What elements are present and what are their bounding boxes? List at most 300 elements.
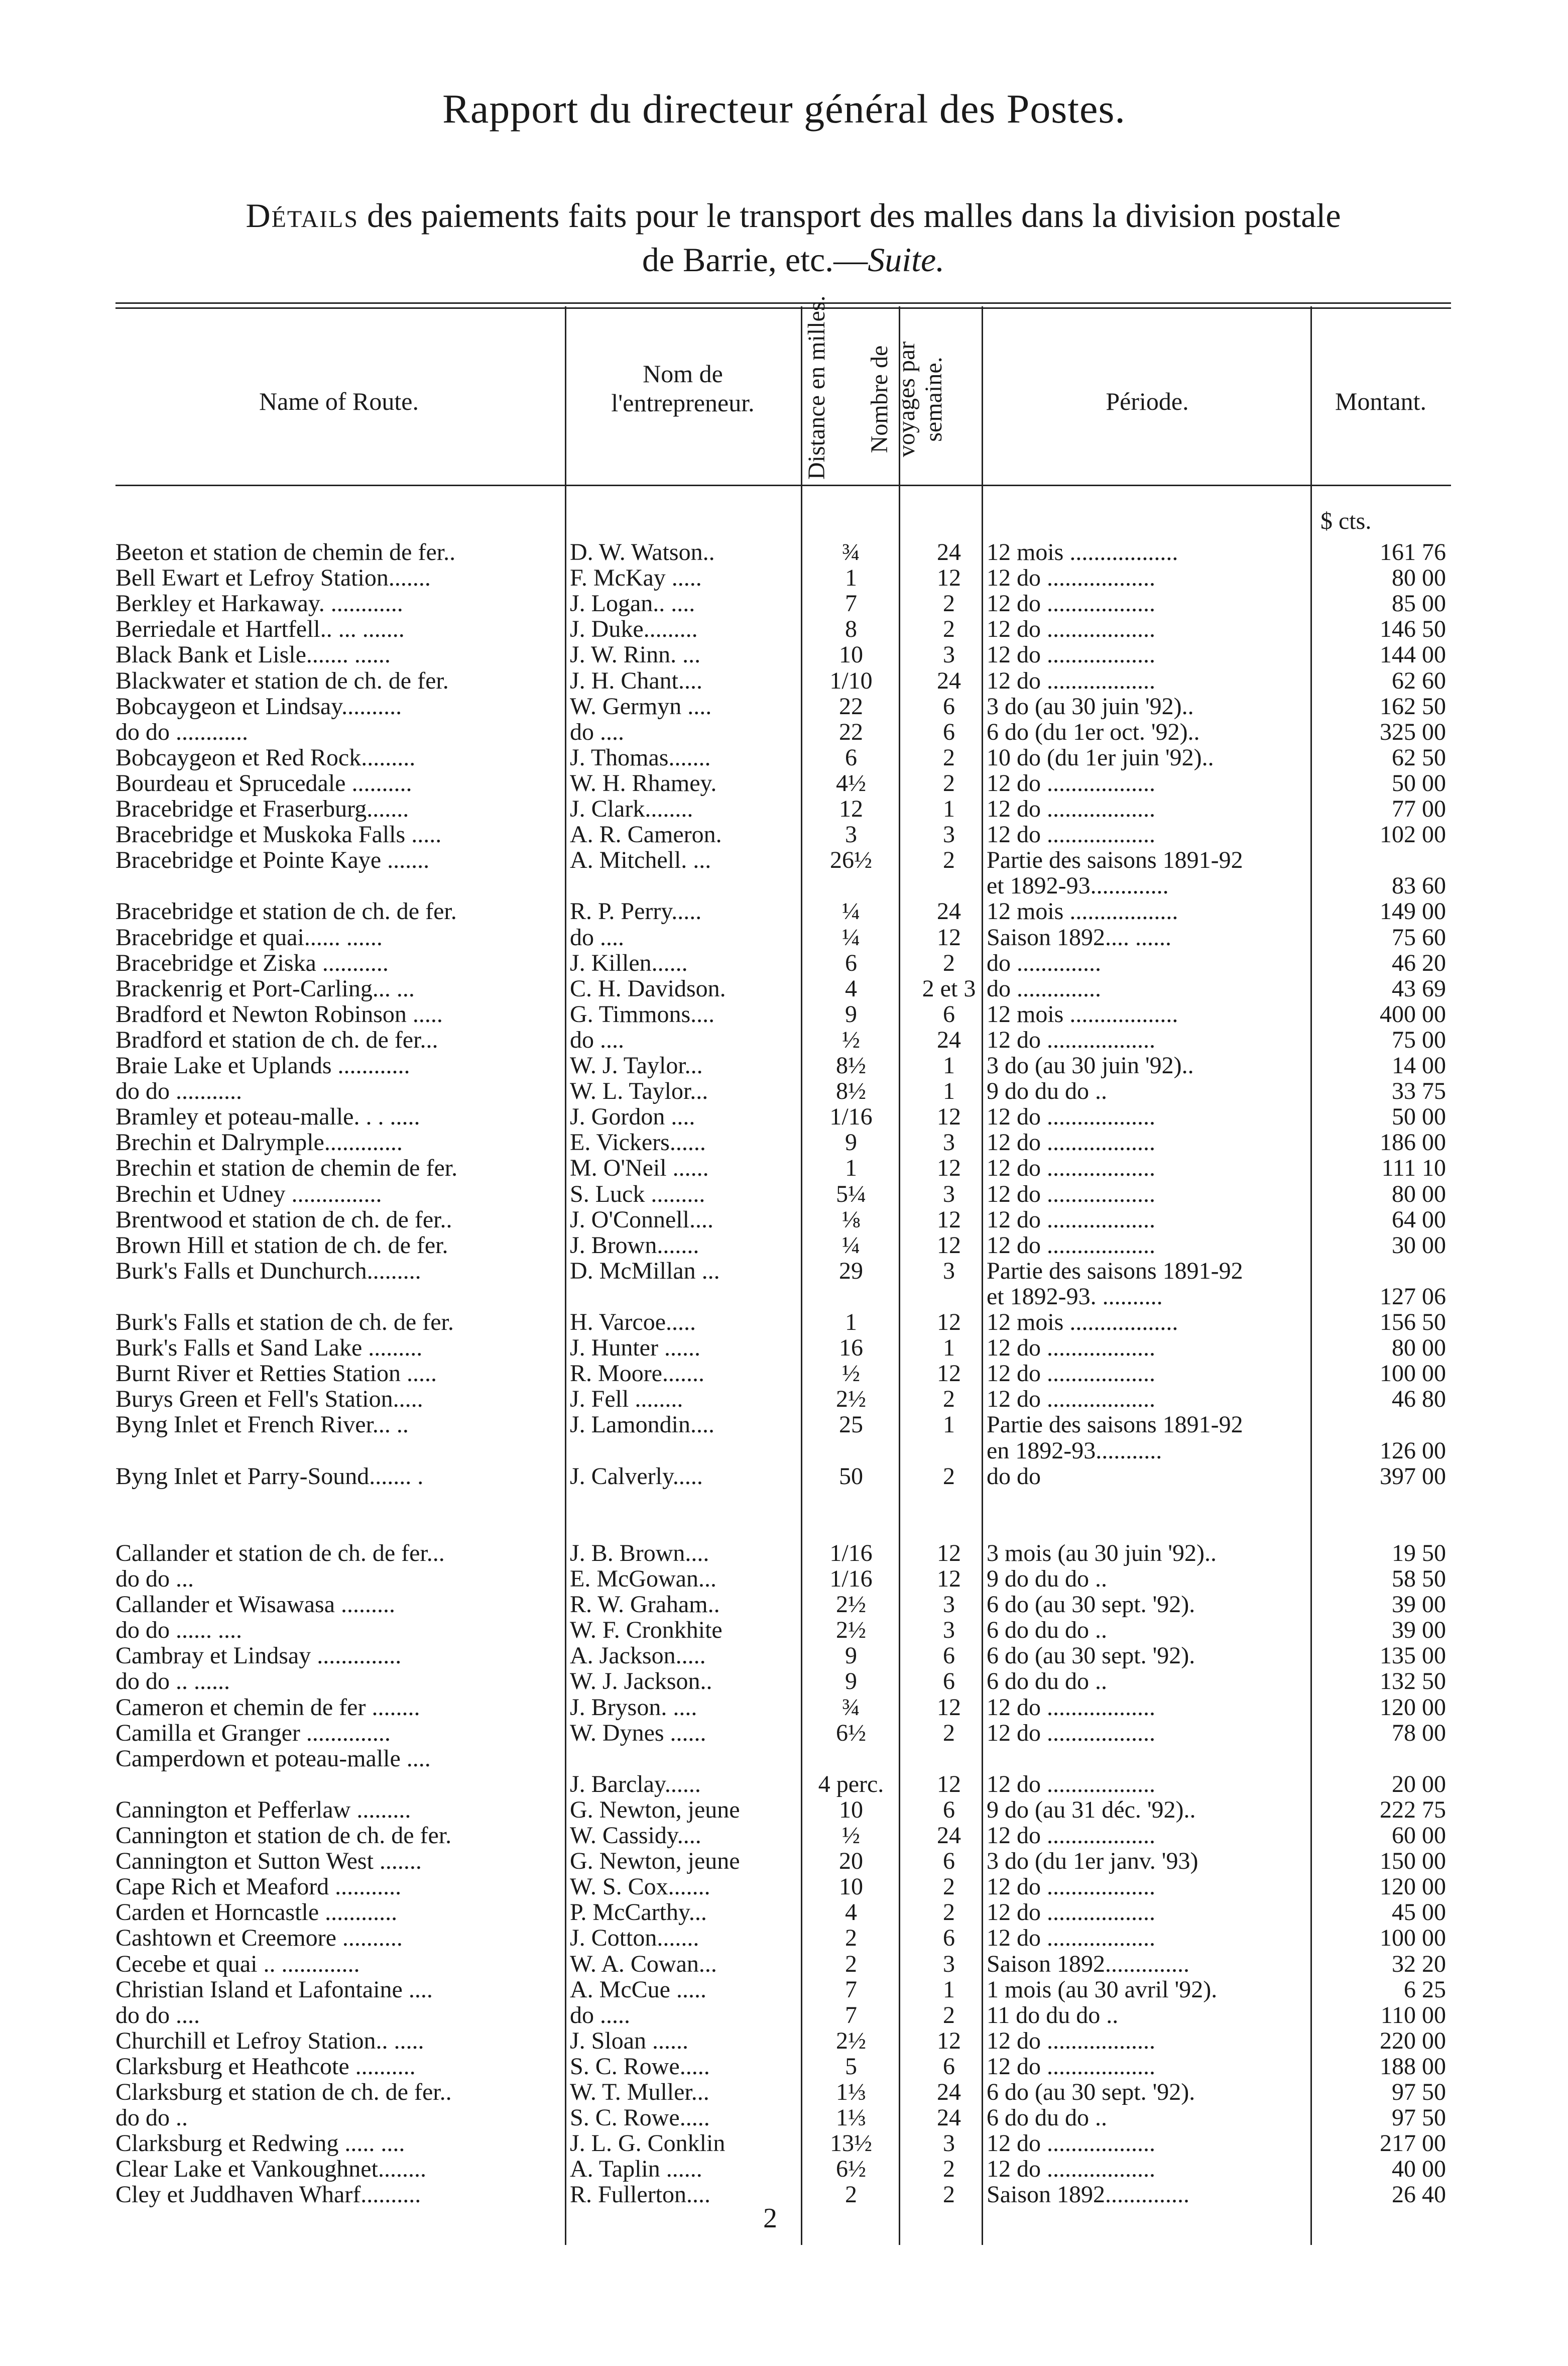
distance-cell: 1/10 [829,668,873,694]
table-row [115,1797,1451,1823]
amount-cell: 26 40 [1392,2182,1446,2208]
caption-line2: de Barrie, etc.— [642,241,868,279]
table-row [115,591,1451,616]
distance-cell: 2½ [836,1592,866,1618]
voyages-cell: 6 [943,1926,955,1951]
entrepreneur-cell: W. T. Muller... [570,2080,709,2105]
route-cell: Byng Inlet et Parry-Sound....... . [115,1463,424,1489]
period-cell: 12 do .................. [987,1823,1155,1848]
amount-cell: 77 00 [1392,797,1446,822]
period-cell: 6 do du do .. [987,1669,1107,1695]
amount-cell: 111 10 [1381,1156,1446,1181]
amount-cell: 217 00 [1380,2131,1446,2157]
distance-cell: 1 [845,566,857,591]
entrepreneur-cell: R. Moore....... [570,1361,704,1387]
distance-cell: 20 [839,1849,863,1874]
entrepreneur-cell: J. W. Rinn. ... [570,642,701,668]
amount-cell: 46 20 [1392,950,1446,976]
table-row [115,2080,1451,2105]
table-top-rule [115,302,1451,304]
table-row [115,1104,1451,1130]
period-cell: 12 mois .................. [987,899,1178,925]
period-cell: 6 do (au 30 sept. '92). [987,1592,1195,1618]
entrepreneur-cell: C. H. Davidson. [570,976,726,1001]
distance-cell: ¾ [842,540,860,565]
amount-cell: 186 00 [1380,1130,1446,1156]
voyages-cell: 1 [943,1079,955,1104]
table-row [115,1335,1451,1361]
distance-cell: ½ [842,1361,860,1387]
table-row [115,1592,1451,1617]
entrepreneur-cell: G. Newton, jeune [570,1797,740,1823]
distance-cell: 26½ [830,848,872,873]
route-cell: Camilla et Granger .............. [115,1720,391,1746]
table-row [115,1053,1451,1078]
amount-cell: 146 50 [1380,617,1446,642]
table-row [115,1259,1451,1284]
period-cell: et 1892-93............. [987,873,1169,899]
voyages-cell: 2 [943,1900,955,1926]
period-cell: 12 mois .................. [987,540,1178,565]
entrepreneur-cell: W. F. Cronkhite [570,1618,722,1643]
table-row [115,822,1451,847]
voyages-cell: 12 [937,1361,961,1387]
entrepreneur-cell: J. O'Connell.... [570,1207,713,1232]
distance-cell: 9 [845,1669,857,1695]
table-row [115,1772,1451,1797]
distance-cell: 2 [845,1926,857,1951]
col-header-voyages: Nombre de voyages par semaine. [866,341,947,458]
period-cell: 12 do .................. [987,1104,1155,1130]
period-cell: 9 do (au 31 déc. '92).. [987,1797,1196,1823]
table-row [115,899,1451,924]
voyages-cell: 2 [943,2002,955,2028]
amount-cell: 39 00 [1392,1618,1446,1643]
table-caption [115,193,1471,282]
entrepreneur-cell: J. Fell ........ [570,1387,683,1412]
amount-cell: 32 20 [1392,1951,1446,1977]
table-row [115,1618,1451,1643]
table-row [115,1361,1451,1386]
amount-cell: 6 25 [1404,1977,1446,2002]
route-cell: Blackwater et station de ch. de fer. [115,668,449,694]
voyages-cell: 3 [943,1592,955,1618]
table-row [115,668,1451,694]
period-cell: 12 do .................. [987,1335,1155,1361]
period-cell: Partie des saisons 1891-92 [987,1412,1243,1438]
period-cell: 12 do .................. [987,1156,1155,1181]
table-row [115,1207,1451,1232]
distance-cell: ¼ [842,925,860,950]
entrepreneur-cell: W. H. Rhamey. [570,770,717,796]
amount-cell: 126 00 [1380,1438,1446,1463]
route-cell: Cambray et Lindsay .............. [115,1643,402,1669]
voyages-cell: 1 [943,1977,955,2002]
table-row [115,951,1451,976]
amount-cell: 43 69 [1392,976,1446,1001]
distance-cell: 8½ [836,1053,866,1078]
amount-cell: 102 00 [1380,822,1446,848]
period-cell: 6 do du do .. [987,2105,1107,2131]
route-cell: Bell Ewart et Lefroy Station....... [115,566,431,591]
table-row [115,1900,1451,1925]
entrepreneur-cell: J. Logan.. .... [570,591,695,617]
amount-cell: 85 00 [1392,591,1446,617]
entrepreneur-cell: J. Bryson. .... [570,1695,697,1720]
amount-cell: 78 00 [1392,1720,1446,1746]
amount-cell: 58 50 [1392,1566,1446,1592]
route-cell: Bracebridge et station de ch. de fer. [115,899,457,925]
distance-cell: 8 [845,617,857,642]
period-cell: 12 do .................. [987,1232,1155,1258]
route-cell: do do .. ...... [115,1669,230,1695]
entrepreneur-cell: J. Thomas....... [570,745,711,770]
route-cell: Bobcaygeon et Lindsay.......... [115,694,402,719]
distance-cell: 6½ [836,1720,866,1746]
voyages-cell: 12 [937,1540,961,1566]
period-cell: 6 do (au 30 sept. '92). [987,2080,1195,2105]
route-cell: Bracebridge et Pointe Kaye ....... [115,848,430,873]
distance-cell: 1⅓ [836,2105,866,2131]
distance-cell: ¾ [842,1695,860,1720]
table-row [115,1284,1451,1309]
amount-cell: 62 60 [1392,668,1446,694]
distance-cell: 2 [845,1951,857,1977]
page-number: 2 [763,2203,777,2234]
voyages-cell: 2 [943,2157,955,2182]
table-row [115,771,1451,796]
entrepreneur-cell: S. C. Rowe..... [570,2054,710,2079]
distance-cell: 2½ [836,1387,866,1412]
distance-cell: 5¼ [836,1181,866,1207]
table-row [115,1079,1451,1104]
running-title: Rapport du directeur général des Postes. [442,86,1126,132]
voyages-cell: 1 [943,1053,955,1078]
voyages-cell: 12 [937,1104,961,1130]
distance-cell: 50 [839,1463,863,1489]
voyages-cell: 24 [937,1027,961,1053]
amount-cell: 40 00 [1392,2157,1446,2182]
period-cell: Partie des saisons 1891-92 [987,848,1243,873]
period-cell: 3 do (au 30 juin '92).. [987,694,1194,719]
period-cell: 3 do (du 1er janv. '93) [987,1849,1198,1874]
amount-cell: 20 00 [1392,1771,1446,1797]
col-header-route: Name of Route. [259,387,419,415]
amount-unit: $ cts. [1320,508,1372,534]
table-row [115,1669,1451,1694]
table-row [115,797,1451,822]
table-row [115,2003,1451,2028]
table-row [115,540,1451,565]
route-cell: do do ........... [115,1079,242,1104]
amount-cell: 45 00 [1392,1900,1446,1926]
period-cell: 12 do .................. [987,1771,1155,1797]
distance-cell: 6 [845,950,857,976]
route-cell: Burk's Falls et station de ch. de fer. [115,1310,454,1335]
table-row [115,2157,1451,2182]
voyages-cell: 12 [937,1771,961,1797]
voyages-cell: 2 [943,1720,955,1746]
distance-cell: 22 [839,694,863,719]
amount-cell: 80 00 [1392,566,1446,591]
distance-cell: ½ [842,1027,860,1053]
period-cell: 12 do .................. [987,1027,1155,1053]
distance-cell: 3 [845,822,857,848]
entrepreneur-cell: F. McKay ..... [570,566,702,591]
period-cell: 12 do .................. [987,2054,1155,2079]
entrepreneur-cell: A. R. Cameron. [570,822,722,848]
route-cell: Burk's Falls et Sand Lake ......... [115,1335,423,1361]
voyages-cell: 6 [943,694,955,719]
period-cell: 9 do du do .. [987,1079,1107,1104]
period-cell: 6 do (au 30 sept. '92). [987,1643,1195,1669]
period-cell: 12 do .................. [987,1874,1155,1900]
route-cell: Cashtown et Creemore .......... [115,1926,403,1951]
amount-cell: 39 00 [1392,1592,1446,1618]
amount-cell: 62 50 [1392,745,1446,770]
distance-cell: 4 [845,1900,857,1926]
entrepreneur-cell: J. Lamondin.... [570,1412,714,1438]
route-cell: Berriedale et Hartfell.. ... ....... [115,617,405,642]
entrepreneur-cell: J. Sloan ...... [570,2028,689,2054]
table-row [115,976,1451,1001]
route-cell: do do .... [115,2002,200,2028]
route-cell: Bradford et Newton Robinson ..... [115,1001,443,1027]
period-cell: Saison 1892.............. [987,2182,1190,2208]
route-cell: Burys Green et Fell's Station..... [115,1387,423,1412]
period-cell: Saison 1892.............. [987,1951,1190,1977]
entrepreneur-cell: do ..... [570,2002,630,2028]
table-row [115,1926,1451,1951]
route-cell: Berkley et Harkaway. ............ [115,591,403,617]
route-cell: do do ...... .... [115,1618,242,1643]
route-cell: Black Bank et Lisle....... ...... [115,642,391,668]
amount-cell: 110 00 [1380,2002,1446,2028]
table-row [115,1541,1451,1566]
distance-cell: 7 [845,591,857,617]
route-cell: Cannington et Sutton West ....... [115,1849,422,1874]
table-row [115,1977,1451,2002]
table-row [115,2029,1451,2054]
caption-text: des paiements faits pour le transport des malles dans la division postale [358,196,1341,235]
col-header-montant: Montant. [1335,387,1426,415]
route-cell: do do ............ [115,719,248,745]
period-cell: 12 do .................. [987,1361,1155,1387]
distance-cell: 13½ [830,2131,872,2157]
route-cell: Bramley et poteau-malle. . . ..... [115,1104,420,1130]
voyages-cell: 24 [937,540,961,565]
amount-cell: 19 50 [1392,1540,1446,1566]
entrepreneur-cell: W. Dynes ...... [570,1720,706,1746]
distance-cell: 1 [845,1310,857,1335]
period-cell: 12 do .................. [987,617,1155,642]
voyages-cell: 2 [943,617,955,642]
amount-cell: 325 00 [1380,719,1446,745]
distance-cell: ¼ [842,1232,860,1258]
entrepreneur-cell: J. Clark........ [570,797,693,822]
period-cell: 12 do .................. [987,770,1155,796]
entrepreneur-cell: W. J. Jackson.. [570,1669,712,1695]
route-cell: Brechin et Dalrymple............. [115,1130,403,1156]
entrepreneur-cell: R. W. Graham.. [570,1592,720,1618]
period-cell: 11 do du do .. [987,2002,1119,2028]
table-row [115,1566,1451,1592]
period-cell: 3 mois (au 30 juin '92).. [987,1540,1217,1566]
entrepreneur-cell: A. Jackson..... [570,1643,706,1669]
route-cell: Callander et Wisawasa ......... [115,1592,396,1618]
entrepreneur-cell: W. S. Cox....... [570,1874,710,1900]
voyages-cell: 6 [943,1797,955,1823]
voyages-cell: 24 [937,1823,961,1848]
voyages-cell: 2 [943,848,955,873]
route-cell: Camperdown et poteau-malle .... [115,1746,431,1771]
table-row [115,1387,1451,1412]
amount-cell: 132 50 [1380,1669,1446,1695]
period-cell: en 1892-93........... [987,1438,1162,1463]
route-cell: Carden et Horncastle ............ [115,1900,398,1926]
route-cell: Brechin et station de chemin de fer. [115,1156,458,1181]
entrepreneur-cell: do .... [570,719,624,745]
voyages-cell: 6 [943,719,955,745]
col-header-distance: Distance en milles. [803,295,830,480]
voyages-cell: 1 [943,1412,955,1438]
entrepreneur-cell: J. Cotton....... [570,1926,699,1951]
entrepreneur-cell: W. Germyn .... [570,694,712,719]
voyages-cell: 24 [937,2080,961,2105]
table-row [115,1874,1451,1899]
voyages-cell: 2 [943,1463,955,1489]
table-row [115,1952,1451,1977]
table-row [115,617,1451,642]
amount-cell: 80 00 [1392,1335,1446,1361]
voyages-cell: 2 [943,950,955,976]
distance-cell: 4½ [836,770,866,796]
period-cell: 12 do .................. [987,1181,1155,1207]
table-row [115,745,1451,770]
distance-cell: 8½ [836,1079,866,1104]
route-cell: Brown Hill et station de ch. de fer. [115,1232,448,1258]
voyages-cell: 2 [943,591,955,617]
voyages-cell: 12 [937,1566,961,1592]
voyages-cell: 3 [943,1181,955,1207]
amount-cell: 222 75 [1380,1797,1446,1823]
entrepreneur-cell: D. McMillan ... [570,1258,720,1284]
table-row [115,2105,1451,2130]
amount-cell: 149 00 [1380,899,1446,925]
route-cell: Bracebridge et Muskoka Falls ..... [115,822,442,848]
distance-cell: 9 [845,1001,857,1027]
table-row [115,2131,1451,2156]
entrepreneur-cell: J. Calverly..... [570,1463,703,1489]
route-cell: Callander et station de ch. de fer... [115,1540,445,1566]
distance-cell: 2½ [836,2028,866,2054]
voyages-cell: 3 [943,822,955,848]
period-cell: 12 do .................. [987,1926,1155,1951]
voyages-cell: 12 [937,1232,961,1258]
amount-cell: 30 00 [1392,1232,1446,1258]
entrepreneur-cell: G. Timmons.... [570,1001,715,1027]
period-cell: 9 do du do .. [987,1566,1107,1592]
entrepreneur-cell: S. Luck ......... [570,1181,705,1207]
entrepreneur-cell: M. O'Neil ...... [570,1156,709,1181]
distance-cell: ⅛ [842,1207,860,1232]
distance-cell: 4 perc. [818,1771,884,1797]
period-cell: 12 do .................. [987,822,1155,848]
amount-cell: 100 00 [1380,1361,1446,1387]
period-cell: 12 do .................. [987,797,1155,822]
amount-cell: 161 76 [1380,540,1446,565]
entrepreneur-cell: E. Vickers...... [570,1130,706,1156]
amount-cell: 162 50 [1380,694,1446,719]
header-bottom-rule [115,485,1451,486]
period-cell: 12 do .................. [987,668,1155,694]
entrepreneur-cell: P. McCarthy... [570,1900,707,1926]
voyages-cell: 2 [943,745,955,770]
distance-cell: 10 [839,642,863,668]
entrepreneur-cell: W. Cassidy.... [570,1823,701,1848]
amount-cell: 400 00 [1380,1001,1446,1027]
voyages-cell: 6 [943,1643,955,1669]
voyages-cell: 12 [937,925,961,950]
distance-cell: 5 [845,2054,857,2079]
table-row [115,1515,1451,1540]
distance-cell: 4 [845,976,857,1001]
period-cell: et 1892-93. .......... [987,1284,1163,1309]
table-row [115,1412,1451,1437]
route-cell: Cape Rich et Meaford ........... [115,1874,402,1900]
distance-cell: 7 [845,1977,857,2002]
caption-lead: Détails [246,196,359,235]
table-row [115,1182,1451,1207]
period-cell: 10 do (du 1er juin '92).. [987,745,1214,770]
entrepreneur-cell: W. L. Taylor... [570,1079,708,1104]
route-cell: Christian Island et Lafontaine .... [115,1977,433,2002]
amount-cell: 75 60 [1392,925,1446,950]
route-cell: Cley et Juddhaven Wharf.......... [115,2182,421,2208]
period-cell: 12 do .................. [987,1130,1155,1156]
table-row [115,873,1451,898]
period-cell: do do [987,1463,1041,1489]
table-top-rule-2 [115,307,1451,309]
table-row [115,1695,1451,1720]
col-header-periode: Période. [1106,387,1189,415]
voyages-cell: 2 [943,770,955,796]
voyages-cell: 12 [937,2028,961,2054]
table-row [115,1823,1451,1848]
amount-cell: 97 50 [1392,2080,1446,2105]
entrepreneur-cell: W. A. Cowan... [570,1951,717,1977]
voyages-cell: 2 [943,1387,955,1412]
table-row [115,1746,1451,1771]
distance-cell: 6 [845,745,857,770]
entrepreneur-cell: J. H. Chant.... [570,668,702,694]
amount-cell: 127 06 [1380,1284,1446,1309]
amount-cell: 75 00 [1392,1027,1446,1053]
distance-cell: 7 [845,2002,857,2028]
route-cell: Bobcaygeon et Red Rock......... [115,745,416,770]
table-row [115,566,1451,591]
table-row [115,1002,1451,1027]
table-row [115,1233,1451,1258]
entrepreneur-cell: A. Mitchell. ... [570,848,711,873]
route-cell: Braie Lake et Uplands ............ [115,1053,410,1078]
route-cell: Bradford et station de ch. de fer... [115,1027,438,1053]
route-cell: Bracebridge et quai...... ...... [115,925,383,950]
distance-cell: 10 [839,1874,863,1900]
entrepreneur-cell: W. J. Taylor... [570,1053,703,1078]
distance-cell: 9 [845,1643,857,1669]
amount-cell: 83 60 [1392,873,1446,899]
